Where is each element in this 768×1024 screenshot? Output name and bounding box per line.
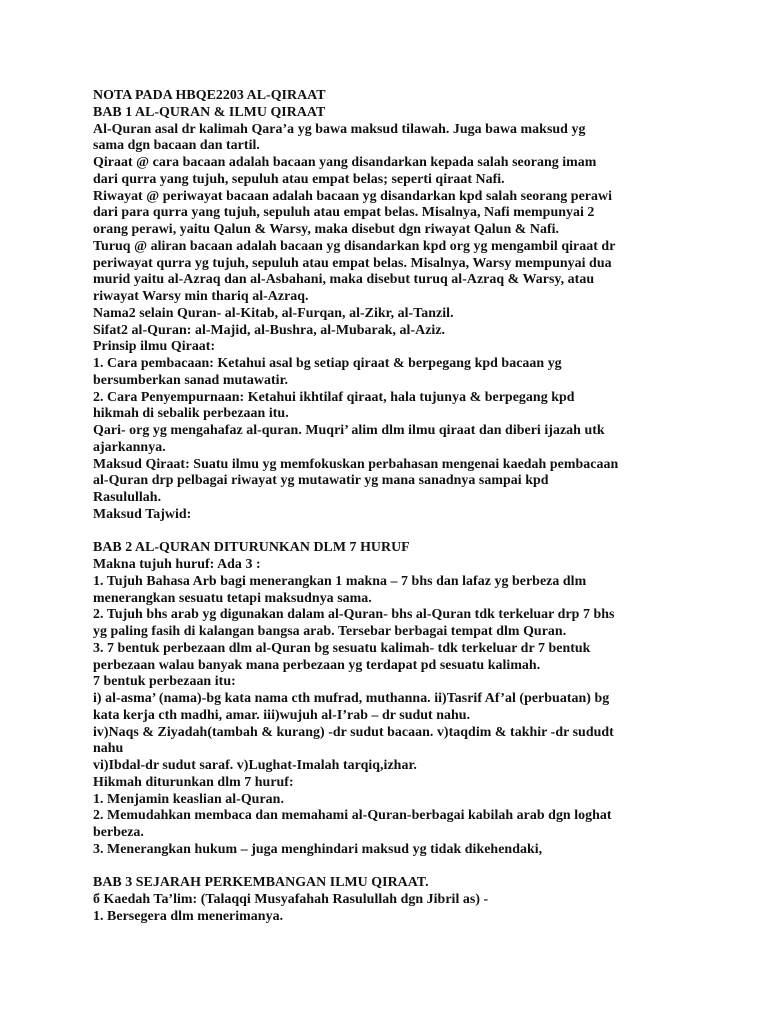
text-line: al-Quran drp pelbagai riwayat yg mutawatir yg mana sanadnya sampai kpd xyxy=(93,473,549,489)
text-line: 2. Tujuh bhs arab yg digunakan dalam al-Quran- bhs al-Quran tdk terkeluar drp 7 bhs xyxy=(93,607,615,623)
text-line: 2. Cara Penyempurnaan: Ketahui ikhtilaf qiraat, hala tujunya & berpegang kpd xyxy=(93,389,575,405)
text-line: vi)Ibdal-dr sudut saraf. v)Lughat-Imalah tarqiq,izhar. xyxy=(93,758,417,773)
text-line: б Kaedah Ta’lim: (Talaqqi Musyafahah Rasulullah dgn Jibril as) - xyxy=(93,892,489,907)
text-line: bersumberkan sanad mutawatir. xyxy=(93,372,289,388)
text-line: Hikmah diturunkan dlm 7 huruf: xyxy=(93,774,294,790)
text-line: Makna tujuh huruf: Ada 3 : xyxy=(93,557,261,572)
section-3 xyxy=(93,875,693,925)
section-heading: BAB 2 AL-QURAN DITURUNKAN DLM 7 HURUF xyxy=(93,540,410,556)
text-line: iv)Naqs & Ziyadah(tambah & kurang) -dr sudut bacaan. v)taqdim & takhir -dr sududt xyxy=(93,724,614,740)
text-line: Qiraat @ cara bacaan adalah bacaan yang disandarkan kepada salah seorang imam xyxy=(93,155,597,170)
text-line: nahu xyxy=(93,741,124,757)
section-heading: BAB 3 SEJARAH PERKEMBANGAN ILMU QIRAAT. xyxy=(93,875,429,891)
text-line: menerangkan sesuatu tetapi maksudnya sama. xyxy=(93,590,372,606)
text-line: Al-Quran asal dr kalimah Qara’a yg bawa maksud tilawah. Juga bawa maksud yg xyxy=(93,121,586,137)
text-line: periwayat qurra yg tujuh, sepuluh atau empat belas. Misalnya, Warsy mempunyai dua xyxy=(93,255,612,271)
text-line: Nama2 selain Quran- al-Kitab, al-Furqan, al-Zikr, al-Tanzil. xyxy=(93,305,454,321)
text-line: dari para qurra yang tujuh, sepuluh atau empat belas. Misalnya, Nafi mempunyai 2 xyxy=(93,205,595,221)
text-line: i) al-asma’ (nama)-bg kata nama cth mufrad, muthanna. ii)Tasrif Af’al (perbuatan) bg xyxy=(93,691,610,706)
document-body xyxy=(93,105,693,926)
text-line: hikmah di sebalik perbezaan itu. xyxy=(93,406,289,422)
text-line: 7 bentuk perbezaan itu: xyxy=(93,674,236,690)
text-line: berbeza. xyxy=(93,825,144,840)
section-gap xyxy=(93,524,693,541)
text-line: Turuq @ aliran bacaan adalah bacaan yg disandarkan kpd org yg mengambil qiraat dr xyxy=(93,238,616,254)
text-line: sama dgn bacaan dan tartil. xyxy=(93,138,260,154)
text-line: orang perawi, yaitu Qalun & Warsy, maka disebut dgn riwayat Qalun & Nafi. xyxy=(93,222,560,237)
text-line: yg paling fasih di kalangan bangsa arab. Tersebar berbagai tempat dlm Quran. xyxy=(93,624,567,639)
text-line: Prinsip ilmu Qiraat: xyxy=(93,339,216,355)
text-line: 1. Cara pembacaan: Ketahui asal bg setiap qiraat & berpegang kpd bacaan yg xyxy=(93,356,562,371)
text-line: Maksud Qiraat: Suatu ilmu yg memfokuskan perbahasan mengenai kaedah pembacaan xyxy=(93,456,619,472)
text-line: 1. Tujuh Bahasa Arb bagi menerangkan 1 makna – 7 bhs dan lafaz yg berbeza dlm xyxy=(93,573,587,589)
text-line: kata kerja cth madhi, amar. iii)wujuh al-I’rab – dr sudut nahu. xyxy=(93,707,471,723)
document-page xyxy=(93,88,693,926)
text-line: 3. Menerangkan hukum – juga menghindari maksud yg tidak dikehendaki, xyxy=(93,841,543,857)
text-line: Maksud Tajwid: xyxy=(93,506,192,522)
section-1 xyxy=(93,105,693,524)
text-line: perbezaan walau banyak mana perbezaan yg terdapat pd sesuatu kalimah. xyxy=(93,657,541,673)
text-line: riwayat Warsy min thariq al-Azraq. xyxy=(93,289,309,304)
text-line: 3. 7 bentuk perbezaan dlm al-Quran bg sesuatu kalimah- tdk terkeluar dr 7 bentuk xyxy=(93,640,591,656)
text-line: Rasulullah. xyxy=(93,490,162,505)
text-line: 2. Memudahkan membaca dan memahami al-Quran-berbagai kabilah arab dgn loghat xyxy=(93,808,612,824)
section-gap xyxy=(93,859,693,876)
text-line: 1. Bersegera dlm menerimanya. xyxy=(93,908,284,924)
text-line: Riwayat @ periwayat bacaan adalah bacaan yg disandarkan kpd salah seorang perawi xyxy=(93,188,612,204)
text-line: 1. Menjamin keaslian al-Quran. xyxy=(93,791,284,807)
text-line: Sifat2 al-Quran: al-Majid, al-Bushra, al-Mubarak, al-Aziz. xyxy=(93,322,446,338)
text-line: dari qurra yang tujuh, sepuluh atau empat belas; seperti qiraat Nafi. xyxy=(93,171,505,187)
document-title: NOTA PADA HBQE2203 AL-QIRAAT xyxy=(93,88,326,103)
text-line: murid yaitu al-Azraq dan al-Asbahani, maka disebut turuq al-Azraq & Warsy, atau xyxy=(93,272,595,288)
section-heading: BAB 1 AL-QURAN & ILMU QIRAAT xyxy=(93,104,326,120)
section-2 xyxy=(93,540,693,858)
text-line: Qari- org yg mengahafaz al-quran. Muqri’ alim dlm ilmu qiraat dan diberi ijazah utk xyxy=(93,423,605,438)
text-line: ajarkannya. xyxy=(93,439,166,455)
